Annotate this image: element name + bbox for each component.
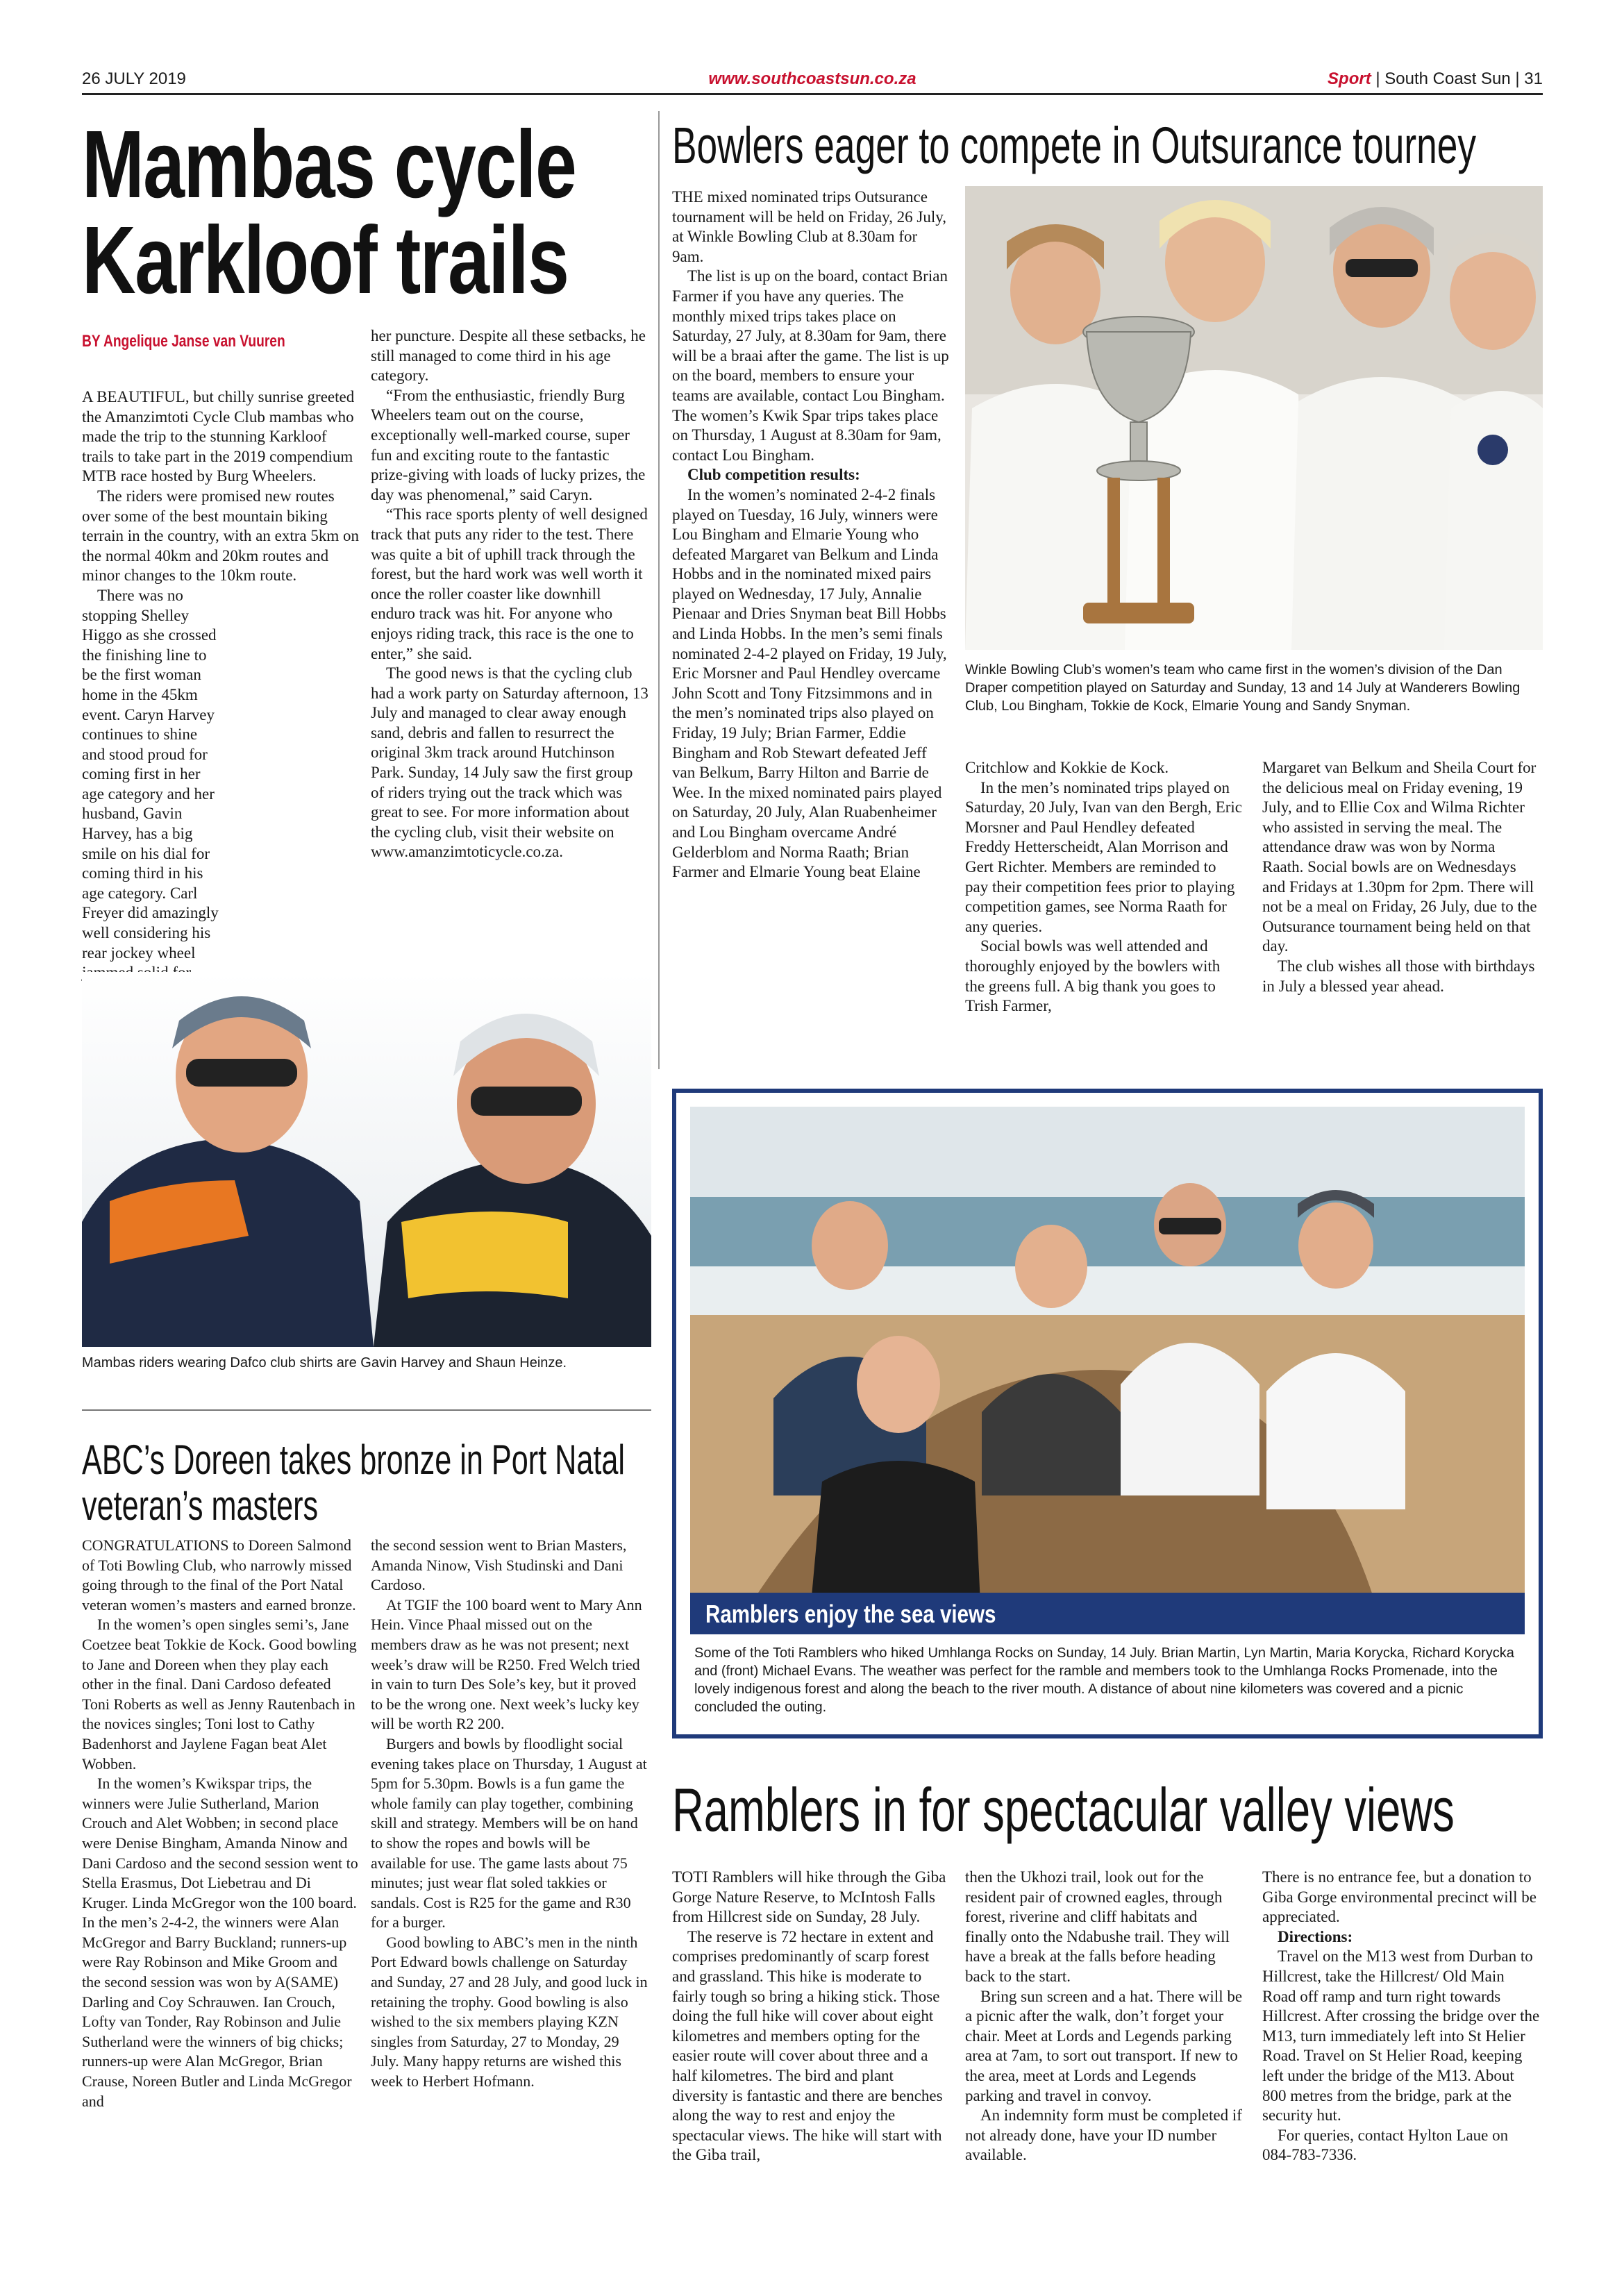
- subheading: Directions:: [1278, 1927, 1353, 1945]
- section-name: Sport: [1328, 69, 1371, 88]
- paragraph: The list is up on the board, contact Brian Farmer if you have any queries. The monthly mixed trips takes place on Saturday, 27 July, at 8.30am for 9am, there will be a braai after the game. The list is up on the board, members to ensure your teams are available, contact Lou Bingham. The women’s Kwik Spar trips takes place on Thursday, 1 August at 8.30am for 9am, contact Lou Bingham.: [672, 267, 949, 464]
- column-divider: [658, 111, 660, 1069]
- abc-headline-1: ABC’s Doreen takes bronze in Port Natal: [82, 1436, 625, 1483]
- bowlers-illustration: [965, 186, 1543, 650]
- ramblers-photo-caption: Some of the Toti Ramblers who hiked Umhlanga Rocks on Sunday, 14 July. Brian Martin, Lyn Martin, Maria Korycka, Richard Korycka and (front) Michael Evans. The weather was perfect for the ramble and members took to the Umhlanga Rocks Promenade, into the lovely indigenous forest and along the beach to the river mouth. A distance of about nine kilometers was covered and a picnic concluded the outing.: [694, 1645, 1514, 1715]
- bowlers-col-1: [672, 187, 950, 882]
- paragraph: The club wishes all those with birthdays in July a blessed year ahead.: [1262, 957, 1535, 995]
- paragraph: “From the enthusiastic, friendly Burg Wheelers team out on the course, exceptionally well-marked course, super fun and exciting route to the fantastic prize-giving with loads of lucky prizes, the day was phenomenal,” said Caryn.: [371, 386, 646, 503]
- paragraph: There was no stopping Shelley Higgo as she crossed the finishing line to be the first woman home in the 45km event. Caryn Harvey continues to shine and stood proud for coming first in her age category and her husband, Gavin Harvey, has a big smile on his dial for coming third in his age category. Carl Freyer did amazingly well considering his rear jockey wheel: [82, 586, 219, 962]
- ramblers-col-2: [965, 1868, 1243, 2165]
- paragraph: Social bowls was well attended and thoroughly enjoyed by the bowlers with the greens full. A big thank you goes to Trish Farmer,: [965, 937, 1221, 1015]
- paragraph: The good news is that the cycling club had a work party on Saturday afternoon, 13 July and managed to clear away enough sand, debris and fallen to resurrect the original 3km track around Hutchinson Park. Sunday, 14 July saw the first group of riders trying out the track which was great to see. For more information about the cycling club, visit their website on www.amanzimtoticycle.co.za.: [371, 664, 648, 861]
- cyclists-photo: [82, 972, 651, 1347]
- issue-date: 26 JULY 2019: [82, 69, 186, 88]
- paragraph: “This race sports plenty of well designed track that puts any rider to the test. There was quite a bit of uphill track through the forest, but the hard work was well worth it once the roller coaster like downhill enduro track was hit. For anyone who enjoys riding track, this race is the one to enter,” she said.: [371, 505, 648, 662]
- masthead-rule: [82, 93, 1543, 95]
- paragraph: Good bowling to ABC’s men in the ninth Port Edward bowls challenge on Saturday and Sunday, 27 and 28 July, and good luck in retaining the trophy. Good bowling is also wished to the six members playing KZN singles from Saturday, 27 to Monday, 29 July. Many happy returns are wished this week to Herbert Hofmann.: [371, 1933, 648, 2090]
- paragraph: In the women’s open singles semi’s, Jane Coetzee beat Tokkie de Kock. Good bowling to Jane and Doreen when they play each other in the final. Dani Cardoso defeated Toni Roberts as well as Jenny Rautenbach in the novices singles; Toni lost to Cathy Badenhorst and Jaylene Fagan beat Alet Wobben.: [82, 1616, 357, 1773]
- paragraph: Margaret van Belkum and Sheila Court for the delicious meal on Friday evening, 19 July, and to Ellie Cox and Wilma Richter who assisted in serving the meal. The attendance draw was won by Norma Raath. Social bowls are on Wednesdays and Fridays at 1.30pm for 2pm. There will not be a meal on Friday, 26 July, due to the Outsurance tournament being held on that day.: [1262, 759, 1537, 955]
- ramblers-banner: [690, 1593, 1525, 1634]
- paragraph: Burgers and bowls by floodlight social evening takes place on Thursday, 1 August at 5pm for 5.30pm. Bowls is a fun game the whole family can play together, combining skill and strategy. Members will be on hand to show the ropes and bowls will be available for use. The game lasts about 75 minutes; just wear flat soled takkies or sandals. Cost is R25 for the game and R30 for a burger.: [371, 1734, 647, 1932]
- mambas-photo-caption: Mambas riders wearing Dafco club shirts are Gavin Harvey and Shaun Heinze.: [82, 1355, 567, 1371]
- bowlers-photo-caption: Winkle Bowling Club’s women’s team who came first in the women’s division of the Dan Draper competition played on Saturday and Sunday, 13 and 14 July at Wanderers Bowling Club, Lou Bingham, Tokkie de Kock, Elmarie Young and Sandy Snyman.: [965, 662, 1521, 714]
- bowlers-col-3: [1262, 758, 1540, 996]
- subheading: Club competition results:: [687, 466, 860, 484]
- abc-col-2: [371, 1536, 648, 2092]
- abc-headline-2: veteran’s masters: [82, 1482, 319, 1529]
- bowlers-photo: [965, 186, 1543, 650]
- section-rule: [82, 1409, 651, 1411]
- paragraph: CONGRATULATIONS to Doreen Salmond of Toti Bowling Club, who narrowly missed going through to the final of the Port Natal veteran women’s masters and earned bronze.: [82, 1536, 356, 1614]
- paragraph: In the men’s nominated trips played on Saturday, 20 July, Ivan van den Bergh, Eric Morsner and Paul Hendley defeated Freddy Hetterscheidt, Alan Morrison and Gert Richter. Members are reminded to pay their competition fees prior to playing competition games, see Norma Raath for any queries.: [965, 778, 1242, 935]
- paragraph: Bring sun screen and a hat. There will be a picnic after the walk, don’t forget your chair. Meet at Lords and Legends parking area at 7am, to sort out transport. If new to the area, meet at Lords and Legends parking and travel in convoy.: [965, 1987, 1243, 2104]
- paragraph: THE mixed nominated trips Outsurance tournament will be held on Friday, 26 July, at Winkle Bowling Club at 8.30am for 9am.: [672, 188, 946, 265]
- mambas-headline-1: Mambas cycle: [82, 111, 576, 218]
- paragraph: Critchlow and Kokkie de Kock.: [965, 759, 1169, 776]
- website-link[interactable]: www.southcoastsun.co.za: [708, 69, 916, 88]
- paragraph: then the Ukhozi trail, look out for the resident pair of crowned eagles, through forest, riverine and cliff habitats and finally onto the Ndabushe trail. They will have a break at the falls before heading back to the start.: [965, 1868, 1230, 1985]
- mambas-byline: BY Angelique Janse van Vuuren: [82, 332, 285, 351]
- abc-col-1: [82, 1536, 360, 2111]
- ramblers-headline: Ramblers in for spectacular valley views: [672, 1775, 1455, 1844]
- paragraph: At TGIF the 100 board went to Mary Ann Hein. Vince Phaal missed out on the members draw as he was not present; next week’s draw will be R250. Fred Welch tried in vain to turn Des Sole’s key, but it proved to be the wrong one. Next week’s lucky key will be worth R2 200.: [371, 1595, 642, 1733]
- cyclists-illustration: [82, 972, 651, 1347]
- paragraph: For queries, contact Hylton Laue on 084-783-7336.: [1262, 2126, 1509, 2164]
- page-label: [1328, 69, 1543, 89]
- ramblers-illustration: [690, 1107, 1525, 1634]
- paragraph: There is no entrance fee, but a donation to Giba Gorge environmental precinct will be appreciated.: [1262, 1868, 1537, 1926]
- ramblers-photo: [690, 1107, 1525, 1634]
- bowlers-headline: Bowlers eager to compete in Outsurance tourney: [672, 117, 1476, 174]
- paragraph: A BEAUTIFUL, but chilly sunrise greeted the Amanzimtoti Cycle Club mambas who made the trip to the stunning Karkloof trails to take part in the 2019 compendium MTB race hosted by Burg Wheelers.: [82, 388, 355, 485]
- paragraph: the second session went to Brian Masters, Amanda Ninow, Vish Studinski and Dani Cardoso.: [371, 1536, 627, 1594]
- paragraph: Travel on the M13 west from Durban to Hillcrest, take the Hillcrest/ Old Main Road off ramp and turn right towards Hillcrest. After crossing the bridge over the M13, turn immediately left into St Helier Road. Travel on St Helier Road, keeping left under the bridge of the M13. About 800 metres from the bridge, park at the security hut.: [1262, 1947, 1540, 2125]
- paragraph: In the women’s Kwikspar trips, the winners were Julie Sutherland, Marion Crouch and Alet Wobben; in second place were Denise Bingham, Amanda Ninow and Dani Cardoso and the second session went to Stella Erasmus, Dot Liebetrau and Di Kruger. Linda McGregor won the 100 board. In the men’s 2-4-2, the winners were Alan McGregor and Barry Buckland; runners-up were Ray Robinson and Mike Groom and the second session was won by A(SAME) Darling and Coy Schrauwen. Ian Crouch, Lofty van Tonder, Ray Robinson and Julie Sutherland were the winners of big chicks; runners-up were Alan McGregor, Brian Crause, Noreen Butler and Linda McGregor and: [82, 1775, 358, 2110]
- paragraph: TOTI Ramblers will hike through the Giba Gorge Nature Reserve, to McIntosh Falls from Hillcrest side on Sunday, 28 July.: [672, 1868, 946, 1926]
- paragraph: The reserve is 72 hectare in extent and comprises predominantly of scarp forest and grassland. This hike is moderate to fairly tough so bring a hiking stick. Those doing the full hike will cover about eight kilometres and members opting for the easier route will cover about three and a half kilometres. The bird and plant diversity is fantastic and there are benches along the way to rest and enjoy the spectacular views. The hike will start with the Giba trail,: [672, 1927, 943, 2164]
- mambas-headline-2: Karkloof trails: [82, 207, 569, 314]
- bowlers-col-2: [965, 758, 1243, 1016]
- ramblers-col-1: [672, 1868, 950, 2165]
- ramblers-banner-title: Ramblers enjoy the sea views: [705, 1600, 996, 1628]
- mambas-col-2: [371, 326, 648, 862]
- paragraph: An indemnity form must be completed if not already done, have your ID number available.: [965, 2106, 1242, 2164]
- ramblers-photo-box: [672, 1089, 1543, 1738]
- paragraph: The riders were promised new routes over some of the best mountain biking terrain in the country, with an extra 5km on the normal 40km and 20km routes and minor changes to the 10km route.: [82, 487, 359, 585]
- ramblers-col-3: [1262, 1868, 1540, 2165]
- paragraph: In the women’s nominated 2-4-2 finals played on Tuesday, 16 July, winners were Lou Bingham and Elmarie Young who defeated Margaret van Belkum and Linda Hobbs and in the nominated mixed pairs played on Wednesday, 17 July, Annalie Pienaar and Dries Snyman beat Bill Hobbs and Linda Hobbs. In the men’s semi finals nominated 2-4-2 played on Friday, 19 July, Eric Morsner and Paul Hendley overcame John Scott and Tony Fitzsimmons and in the men’s nominated trips also played on Friday, 19 July; Brian Farmer, Eddie Bingham and Rob Stewart defeated Jeff van Belkum, Barry Hilton and Barrie de Wee. In the mixed nominated pairs played on Saturday, 20 July, Alan Ruabenheimer and Lou Bingham overcame André Gelderblom and Norma Raath; Brian Farmer and Elmarie Young beat Elaine: [672, 485, 947, 881]
- paper-page: | South Coast Sun | 31: [1375, 69, 1543, 88]
- paragraph: her puncture. Despite all these setbacks, he still managed to come third in his age category.: [371, 327, 646, 385]
